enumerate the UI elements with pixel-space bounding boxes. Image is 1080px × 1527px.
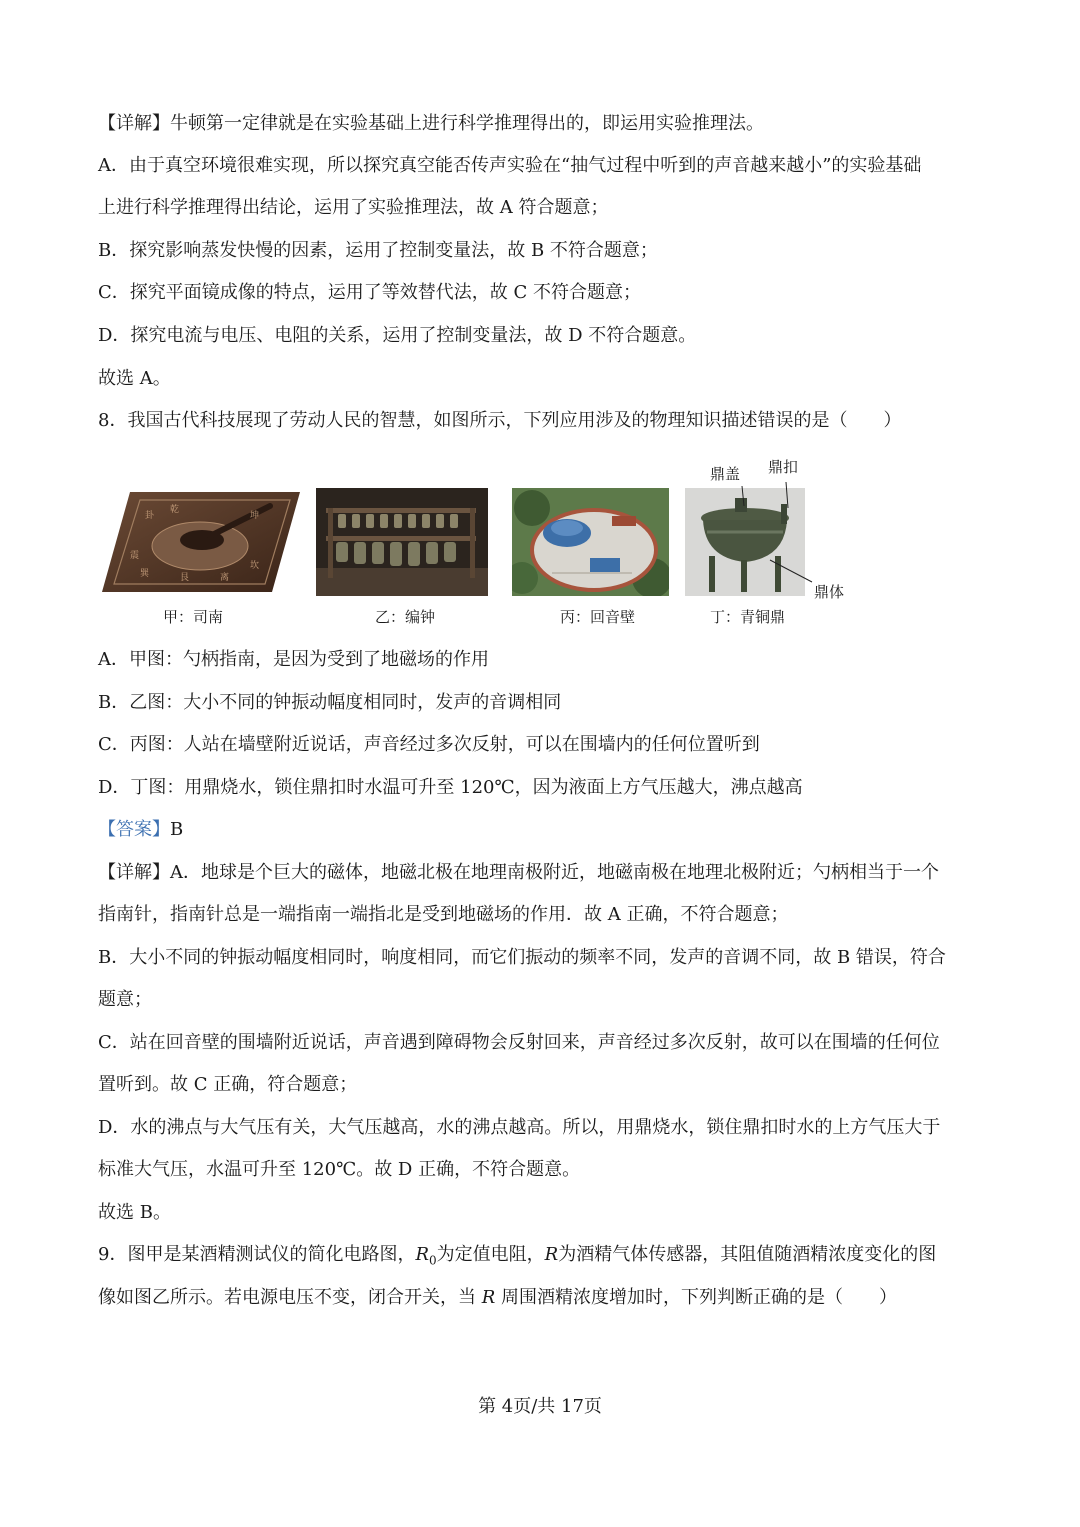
q8-explain-a1-text: A．地球是个巨大的磁体，地磁北极在地理南极附近，地磁南极在地理北极附近；勺柄相当于一个 — [170, 862, 939, 883]
q8-choice: 故选 B。 — [98, 1202, 171, 1223]
q8-explain-c1: C．站在回音壁的围墙附近说话，声音遇到障碍物会反射回来，声音经过多次反射，故可以在围墙的任何位 — [98, 1032, 940, 1053]
ding-clasp-label: 鼎扣 — [768, 458, 799, 476]
detail-tag: 【详解】 — [98, 113, 170, 134]
q8-explain-a2: 指南针，指南针总是一端指南一端指北是受到地磁场的作用．故 A 正确，不符合题意； — [98, 904, 789, 925]
intro-text: 牛顿第一定律就是在实验基础上进行科学推理得出的，即运用实验推理法。 — [170, 113, 764, 134]
q8-explain-d2: 标准大气压，水温可升至 120℃。故 D 正确，不符合题意。 — [98, 1159, 581, 1180]
svg-text:坤: 坤 — [250, 511, 260, 521]
q8-explain-a1 — [98, 861, 939, 885]
sinan-compass-image — [100, 488, 302, 596]
question8-stem: 8．我国古代科技展现了劳动人民的智慧，如图所示，下列应用涉及的物理知识描述错误的是（ ） — [98, 410, 902, 431]
ding-body-label: 鼎体 — [814, 583, 845, 601]
explanation-intro — [98, 112, 764, 136]
answer-line — [98, 818, 183, 842]
caption-bronze-ding: 丁：青铜鼎 — [710, 608, 786, 626]
bianzhong-bells-image — [316, 488, 488, 596]
q9-r0-subscript: 0 — [429, 1253, 437, 1268]
explanation-d: D．探究电流与电压、电阻的关系，运用了控制变量法，故 D 不符合题意。 — [98, 325, 697, 346]
ding-callout-lines — [700, 470, 830, 590]
explanation-b: B．探究影响蒸发快慢的因素，运用了控制变量法，故 B 不符合题意； — [98, 240, 658, 261]
detail-tag-q8: 【详解】 — [98, 862, 170, 883]
echo-wall-image — [512, 488, 669, 596]
caption-echo-wall: 丙：回音壁 — [560, 608, 636, 626]
q9-r-symbol-2: R — [481, 1287, 496, 1308]
page-number: 第 4页/共 17页 — [478, 1396, 602, 1417]
explanation-a-line2: 上进行科学推理得出结论，运用了实验推理法，故 A 符合题意； — [98, 197, 609, 218]
explanation-c: C．探究平面镜成像的特点，运用了等效替代法，故 C 不符合题意； — [98, 282, 641, 303]
q8-explain-b1: B．大小不同的钟振动幅度相同时，响度相同，而它们振动的频率不同，发声的音调不同，故 B 错误，符合 — [98, 947, 946, 968]
svg-text:艮: 艮 — [180, 573, 190, 583]
option-d: D．丁图：用鼎烧水，锁住鼎扣时水温可升至 120℃，因为液面上方气压越大，沸点越高 — [98, 777, 803, 798]
svg-text:离: 离 — [220, 573, 230, 583]
caption-bianzhong: 乙：编钟 — [375, 608, 436, 626]
q9-text-b: 为定值电阻， — [436, 1244, 545, 1265]
question9-line1 — [98, 1243, 936, 1273]
svg-text:乾: 乾 — [170, 505, 180, 515]
q9-r0-symbol: R — [415, 1244, 430, 1265]
explanation-a-line1: A．由于真空环境很难实现，所以探究真空能否传声实验在“抽气过程中听到的声音越来越小”的实验基础 — [98, 155, 922, 176]
q9-text-d: 像如图乙所示。若电源电压不变，闭合开关，当 — [98, 1287, 482, 1308]
ding-lid-label: 鼎盖 — [710, 465, 741, 483]
q9-text-c: 为酒精气体传感器，其阻值随酒精浓度变化的图 — [558, 1244, 937, 1265]
caption-sinan: 甲：司南 — [163, 608, 224, 626]
svg-text:震: 震 — [130, 551, 140, 561]
explanation-choice: 故选 A。 — [98, 368, 171, 389]
q8-explain-b2: 题意； — [98, 989, 152, 1010]
q9-text-e: 周围酒精浓度增加时，下列判断正确的是（ ） — [495, 1287, 898, 1308]
answer-tag: 【答案】 — [98, 819, 170, 840]
option-a: A．甲图：勺柄指南，是因为受到了地磁场的作用 — [98, 649, 489, 670]
svg-text:卦: 卦 — [145, 511, 155, 521]
q8-explain-c2: 置听到。故 C 正确，符合题意； — [98, 1074, 358, 1095]
option-b: B．乙图：大小不同的钟振动幅度相同时，发声的音调相同 — [98, 692, 562, 713]
option-c: C．丙图：人站在墙壁附近说话，声音经过多次反射，可以在围墙内的任何位置听到 — [98, 734, 760, 755]
q9-r-symbol: R — [544, 1244, 559, 1265]
q8-explain-d1: D．水的沸点与大气压有关，大气压越高，水的沸点越高。所以，用鼎烧水，锁住鼎扣时水的上方气压大于 — [98, 1117, 941, 1138]
svg-text:巽: 巽 — [140, 569, 150, 579]
answer-value: B — [170, 819, 184, 840]
svg-text:坎: 坎 — [250, 561, 260, 571]
q9-text-a: 9．图甲是某酒精测试仪的简化电路图， — [98, 1244, 416, 1265]
question9-line2 — [98, 1286, 897, 1310]
